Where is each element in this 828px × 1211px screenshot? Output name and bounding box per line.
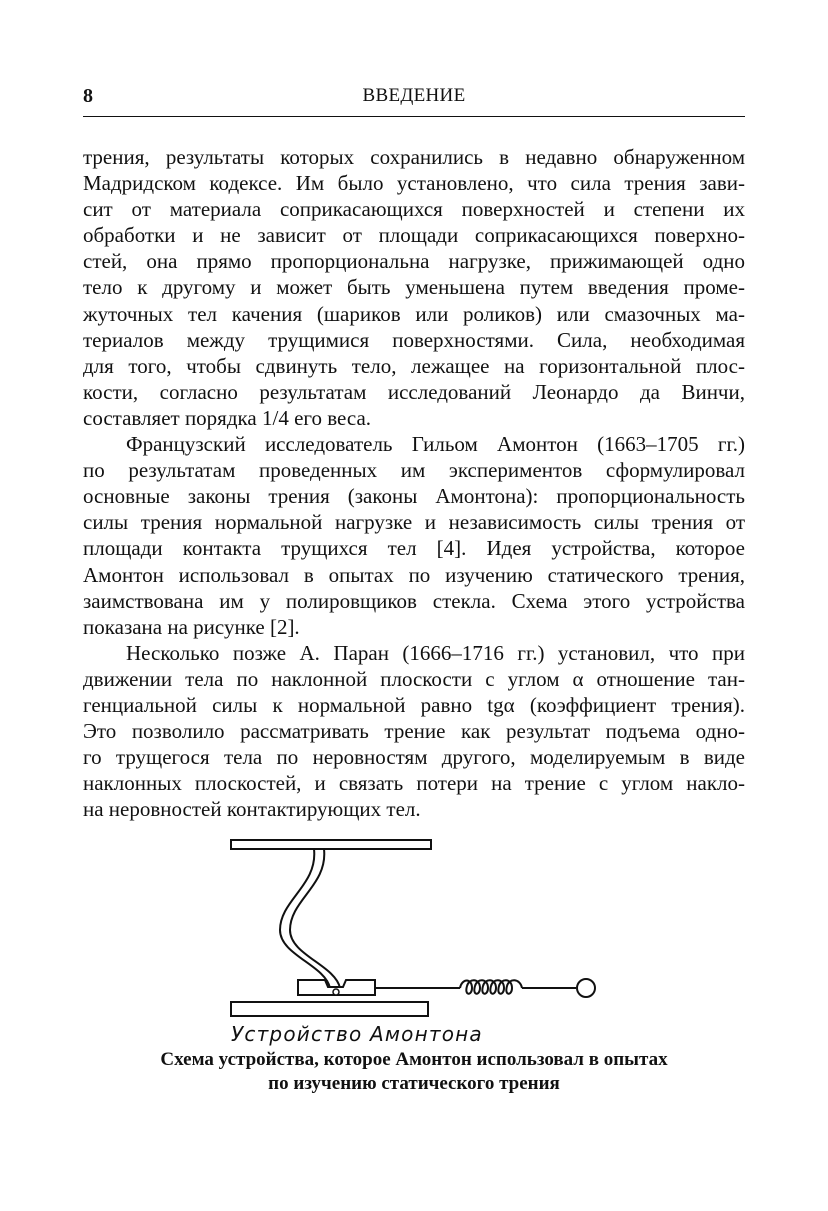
top-plate	[231, 840, 431, 849]
text-line: составляет порядка 1/4 его веса.	[83, 405, 372, 430]
text-line: обработки и не зависит от площади соприкасающихся поверхно-	[83, 223, 745, 248]
caption-line: Схема устройства, которое Амонтон использовал в опытах	[160, 1049, 668, 1070]
text-line: показана на рисунке [2].	[83, 614, 300, 639]
text-line: жуточных тел качения (шариков или роликов) или смазочных ма-	[83, 301, 745, 326]
text-line: тело к другому и может быть уменьшена путем введения проме-	[83, 275, 745, 300]
flexible-rod-inner	[290, 849, 340, 988]
text-line: движении тела по наклонной плоскости с углом α отношение тан-	[83, 666, 745, 691]
text-line: трения, результаты которых сохранились в недавно обнаруженном	[83, 145, 745, 169]
text-line: Амонтон использовал в опытах по изучению статического трения,	[83, 562, 745, 587]
figure-caption	[83, 1048, 745, 1096]
text-line: силы трения нормальной нагрузке и независимость силы трения от	[83, 510, 745, 535]
text-line: стей, она прямо пропорциональна нагрузке, прижимающей одно	[83, 249, 745, 274]
text-line: на неровностей контактирующих тел.	[83, 797, 421, 822]
text-line: териалов между трущимися поверхностями. Сила, необходимая	[83, 327, 745, 352]
block-pin	[333, 989, 339, 995]
text-line: го трущегося тела по неровностям другого, моделируемым в виде	[83, 745, 745, 770]
text-line: кости, согласно результатам исследований Леонардо да Винчи,	[83, 379, 745, 404]
running-title: ВВЕДЕНИЕ	[362, 85, 466, 106]
pull-ring	[577, 979, 595, 997]
text-line: генциальной силы к нормальной равно tgα (коэффициент трения).	[83, 692, 745, 717]
text-line: Мадридском кодексе. Им было установлено, что сила трения зави-	[83, 171, 745, 196]
text-line: по результатам проведенных им экспериментов сформулировал	[83, 458, 745, 483]
text-line: Это позволило рассматривать трение как результат подъема одно-	[83, 719, 745, 744]
text-line: заимствована им у полировщиков стекла. Схема этого устройства	[83, 588, 745, 613]
text-line: Несколько позже А. Паран (1666–1716 гг.) установил, что при	[126, 640, 745, 665]
page-number: 8	[83, 85, 93, 107]
amontons-device-figure	[210, 830, 630, 1050]
body-text	[83, 144, 745, 822]
text-line: основные законы трения (законы Амонтона): пропорциональность	[83, 484, 745, 509]
text-line: сит от материала соприкасающихся поверхностей и степени их	[83, 197, 745, 222]
paragraph	[83, 144, 745, 431]
spring	[460, 980, 522, 994]
text-line: Французский исследователь Гильом Амонтон (1663–1705 гг.)	[126, 432, 745, 457]
text-line: наклонных плоскостей, и связать потери на трение с углом накло-	[83, 771, 745, 796]
paragraph	[83, 431, 745, 640]
text-line: для того, чтобы сдвинуть тело, лежащее на горизонтальной плос-	[83, 353, 745, 378]
handwritten-label: Устройство Амонтона	[231, 1022, 483, 1046]
bottom-plate	[231, 1002, 428, 1016]
text-line: площади контакта трущихся тел [4]. Идея устройства, которое	[83, 536, 745, 561]
page-header	[83, 80, 745, 117]
paragraph	[83, 640, 745, 823]
device-diagram	[210, 830, 630, 1050]
caption-line: по изучению статического трения	[268, 1073, 560, 1094]
